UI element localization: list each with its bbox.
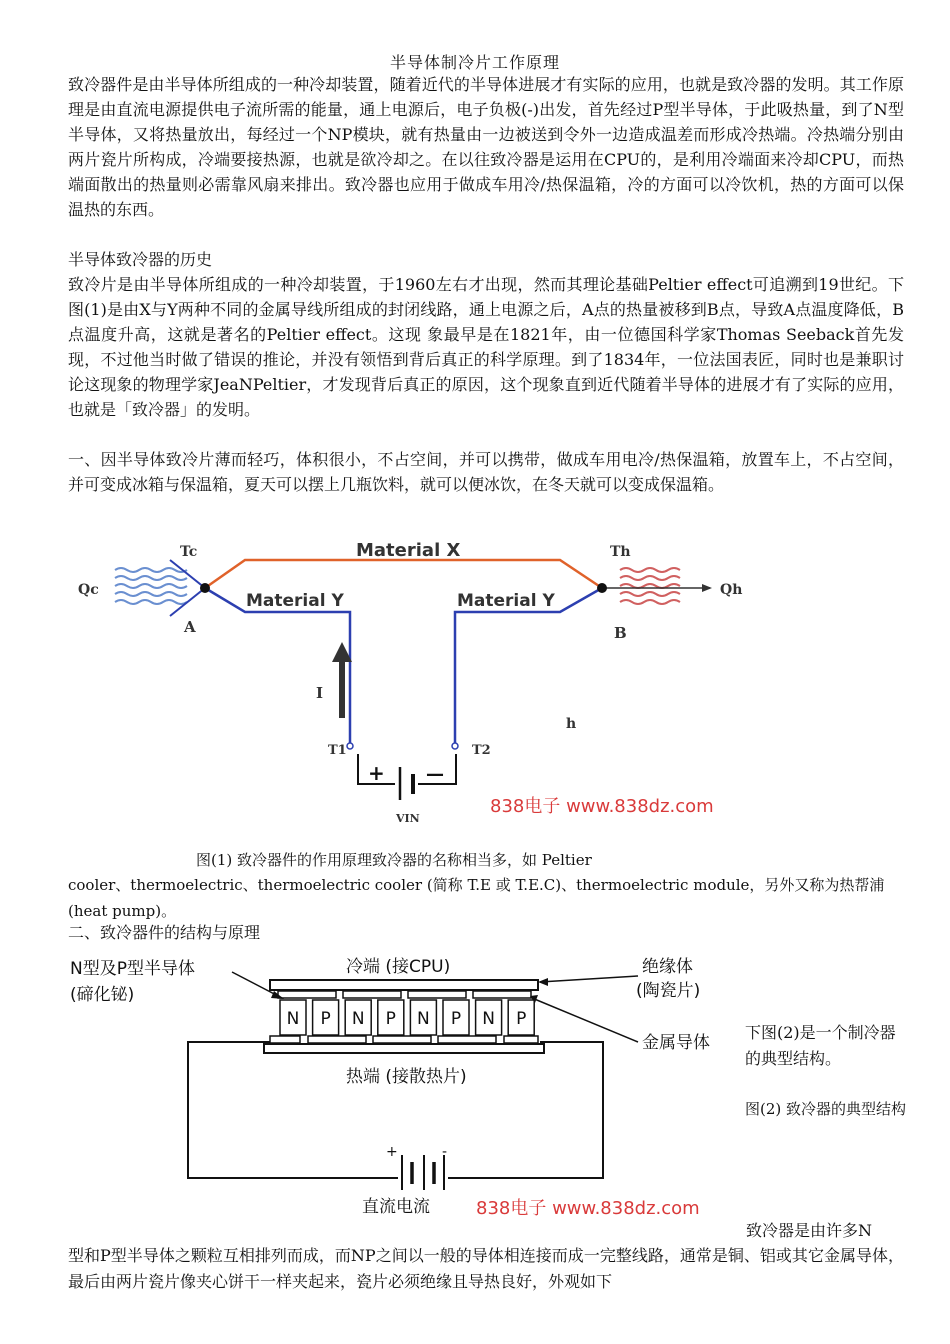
figure1-watermark: 838电子 www.838dz.com <box>490 796 714 817</box>
t1-label: T1 <box>328 743 347 758</box>
qh-label: Qh <box>720 582 743 598</box>
dc-power-label: 直流电流 <box>362 1197 430 1217</box>
battery-plus-label: + <box>368 761 385 785</box>
point-one-paragraph: 一、因半导体致冷片薄而轻巧，体积很小，不占空间，并可以携带，做成车用电冷/热保温箱，放置车上，不占空间，并可变成冰箱与保温箱，夏天可以摆上几瓶饮料，就可以便冰饮，在冬天就可以变成保温箱。 <box>68 450 904 494</box>
current-label: I <box>316 684 324 702</box>
np-cell-label: P <box>385 1009 396 1029</box>
junction-b-dot <box>597 583 607 593</box>
material-x-label: Material X <box>356 540 461 561</box>
metal-conductor-label: 金属导体 <box>642 1033 710 1053</box>
np-cell-label: P <box>516 1009 527 1029</box>
tc-label: Tc <box>180 544 198 560</box>
closing-paragraph-start: 致冷器是由许多N <box>746 1221 873 1240</box>
intro-paragraph: 致冷器件是由半导体所组成的一种冷却装置，随着近代的半导体进展才有实际的应用，也就是致冷器的发明。其工作原理是由直流电源提供电子流所需的能量，通上电源后，电子负极(-)出发，首先经过P型半导体，于此吸热量，到了N型半导体，又将热量放出，每经过一个NP模块，就有热量由一边被送到令外一边造成温差而形成冷热端。冷热端分别由两片瓷片所构成，冷端要接热源，也就是欲冷却之。在以往致冷器是运用在CPU的，是利用冷端面来冷却CPU，而热端面散出的热量则必需靠风扇来排出。致冷器也应用于做成车用冷/热保温箱，冷的方面可以冷饮机，热的方面可以保温热的东西。 <box>68 75 904 219</box>
battery-minus-label: — <box>426 764 444 785</box>
bottom-ceramic-plate <box>264 1044 544 1053</box>
point-b-label: B <box>614 624 627 642</box>
np-cell-label: N <box>417 1009 430 1029</box>
history-paragraph: 致冷片是由半导体所组成的一种冷却装置，于1960左右才出现，然而其理论基础Peltier effect可追溯到19世纪。下图(1)是由X与Y两种不同的金属导线所组成的封闭线路，通上电源之后，A点的热量被移到B点，导致A点温度降低，B点温度升高，这就是著名的Peltier effect。这现 象最早是在1821年，由一位德国科学家Thomas Seeback首先发现，不过他当时做了错误的推论，并没有领悟到背后真正的科学原理。到了1834年，一位法国表匠，同时也是兼职讨论这现象的物理学家JeaNPeltier，才发现背后真正的原因，这个现象直到近代随着半导体的进展才有了实际的应用，也就是「致冷器」的发明。 <box>68 275 904 419</box>
vin-label: VIN <box>396 812 420 825</box>
qc-label: Qc <box>78 582 99 598</box>
caption1-line1: 图(1) 致冷器件的作用原理致冷器的名称相当多，如 Peltier <box>196 851 592 869</box>
figure2-caption: 图(2) 致冷器的典型结构 <box>745 1100 907 1118</box>
document-title: 半导体制冷片工作原理 <box>389 53 560 72</box>
np-label-line2: (碲化铋) <box>70 985 135 1005</box>
material-y-right-label: Material Y <box>457 591 555 611</box>
figure2-side-note: 下图(2)是一个制冷器的典型结构。 <box>745 1023 896 1068</box>
t2-label: T2 <box>472 743 491 758</box>
np-cell-label: N <box>351 1009 365 1029</box>
insulator-label-line2: (陶瓷片) <box>636 981 701 1001</box>
caption1-line2: cooler、thermoelectric、thermoelectric cooler (简称 T.E 或 T.E.C)、thermoelectric module，另外又称为热帮浦 (heat pump)。 <box>68 876 885 920</box>
material-y-left-label: Material Y <box>246 591 344 611</box>
cold-end-label: 冷端 (接CPU) <box>346 957 451 977</box>
battery-plus-label: + <box>386 1144 398 1160</box>
terminal-t2 <box>452 743 458 749</box>
figure2-watermark: 838电子 www.838dz.com <box>476 1198 700 1219</box>
np-label-line1: N型及P型半导体 <box>70 959 195 979</box>
figure2-structure-diagram <box>58 950 738 1220</box>
terminal-t1 <box>347 743 353 749</box>
point-a-label: A <box>184 618 196 636</box>
battery-minus-label: - <box>442 1144 448 1160</box>
history-heading: 半导体致冷器的历史 <box>68 250 213 269</box>
top-ceramic-plate <box>270 980 538 990</box>
insulator-label-line1: 绝缘体 <box>642 957 693 977</box>
junction-a-dot <box>200 583 210 593</box>
np-cell-label: P <box>320 1009 331 1029</box>
hot-end-label: 热端 (接散热片) <box>346 1067 467 1087</box>
np-cell-label: P <box>450 1009 462 1029</box>
figure1-peltier-diagram <box>70 532 760 832</box>
closing-paragraph-rest: 型和P型半导体之颗粒互相排列而成，而NP之间以一般的导体相连接而成一完整线路，通常是铜、铝或其它金属导体，最后由两片瓷片像夹心饼干一样夹起来，瓷片必须绝缘且导热良好，外观如下 <box>68 1246 904 1291</box>
np-cell-label: N <box>482 1009 495 1029</box>
structure-heading: 二、致冷器件的结构与原理 <box>68 923 261 942</box>
np-cell-label: N <box>286 1009 300 1029</box>
h-label: h <box>566 716 577 732</box>
th-label: Th <box>610 544 631 560</box>
